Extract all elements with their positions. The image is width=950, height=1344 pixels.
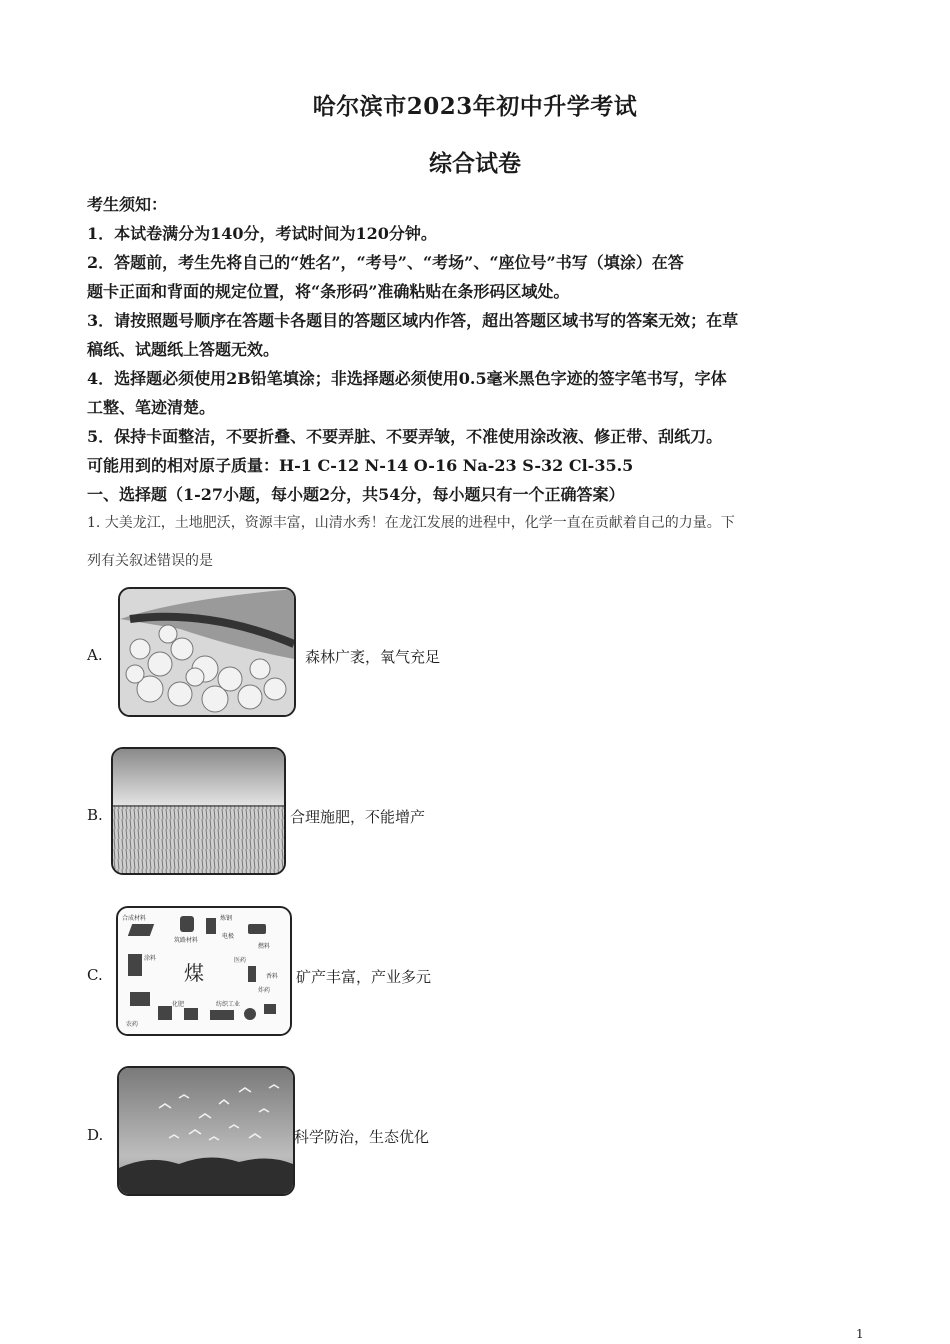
- diagram-label: 化肥: [172, 1001, 185, 1008]
- exam-subtitle: 综合试卷: [429, 150, 521, 177]
- diagram-label: 农药: [126, 1021, 139, 1028]
- option-text-c: 矿产丰富，产业多元: [296, 968, 432, 986]
- notice-line: 3．请按照题号顺序在答题卡各题目的答题区域内作答，超出答题区域书写的答案无效；在草: [87, 311, 739, 330]
- wheat-field-photo: [111, 747, 286, 875]
- diagram-label: 医药: [234, 957, 247, 964]
- atomic-masses: 可能用到的相对原子质量：H-1 C-12 N-14 O-16 Na-23 S-32 Cl-35.5: [87, 456, 634, 475]
- diagram-label: 炸药: [258, 987, 271, 994]
- diagram-center-label: 煤: [184, 961, 204, 985]
- option-text-d: 科学防治，生态优化: [294, 1128, 430, 1146]
- option-letter-d: D.: [87, 1126, 104, 1144]
- exam-title: 哈尔滨市2023年初中升学考试: [312, 93, 638, 120]
- notice-line: 稿纸、试题纸上答题无效。: [87, 340, 280, 359]
- notice-line: 1．本试卷满分为140分，考试时间为120分钟。: [87, 224, 437, 243]
- diagram-label: 燃料: [258, 943, 271, 950]
- forest-photo: [118, 587, 296, 717]
- section-heading: 一、选择题（1-27小题，每小题2分，共54分，每小题只有一个正确答案）: [87, 485, 625, 504]
- diagram-label: 炼钢: [220, 915, 233, 922]
- page-number: 1: [856, 1327, 864, 1341]
- notice-line: 工整、笔迹清楚。: [87, 398, 216, 417]
- option-text-a: 森林广袤，氧气充足: [305, 648, 441, 666]
- notice-line: 4．选择题必须使用2B铅笔填涂；非选择题必须使用0.5毫米黑色字迹的签字笔书写，字体: [87, 369, 727, 388]
- question-stem: 1. 大美龙江，土地肥沃，资源丰富，山清水秀！在龙江发展的进程中，化学一直在贡献着自己的力量。下: [87, 515, 735, 531]
- diagram-label: 涂料: [144, 955, 157, 962]
- option-letter-c: C.: [87, 966, 103, 984]
- option-letter-a: A.: [87, 646, 103, 664]
- notice-line: 题卡正面和背面的规定位置，将“条形码”准确粘贴在条形码区域处。: [87, 282, 570, 301]
- diagram-label: 筑路材料: [174, 937, 199, 944]
- diagram-label: 电极: [222, 933, 235, 940]
- birds-wetland-photo: [117, 1066, 295, 1196]
- option-letter-b: B.: [87, 806, 103, 824]
- question-stem: 列有关叙述错误的是: [87, 553, 213, 569]
- diagram-label: 纺织工业: [216, 1001, 241, 1008]
- diagram-label: 香料: [266, 973, 279, 980]
- notice-heading: 考生须知：: [87, 195, 168, 214]
- coal-industry-diagram: [116, 906, 292, 1036]
- notice-line: 5．保持卡面整洁，不要折叠、不要弄脏、不要弄皱，不准使用涂改液、修正带、刮纸刀。: [87, 427, 723, 446]
- notice-line: 2．答题前，考生先将自己的“姓名”，“考号”、“考场”、“座位号”书写（填涂）在答: [87, 253, 684, 272]
- diagram-label: 合成材料: [122, 915, 147, 922]
- option-text-b: 合理施肥，不能增产: [290, 808, 426, 826]
